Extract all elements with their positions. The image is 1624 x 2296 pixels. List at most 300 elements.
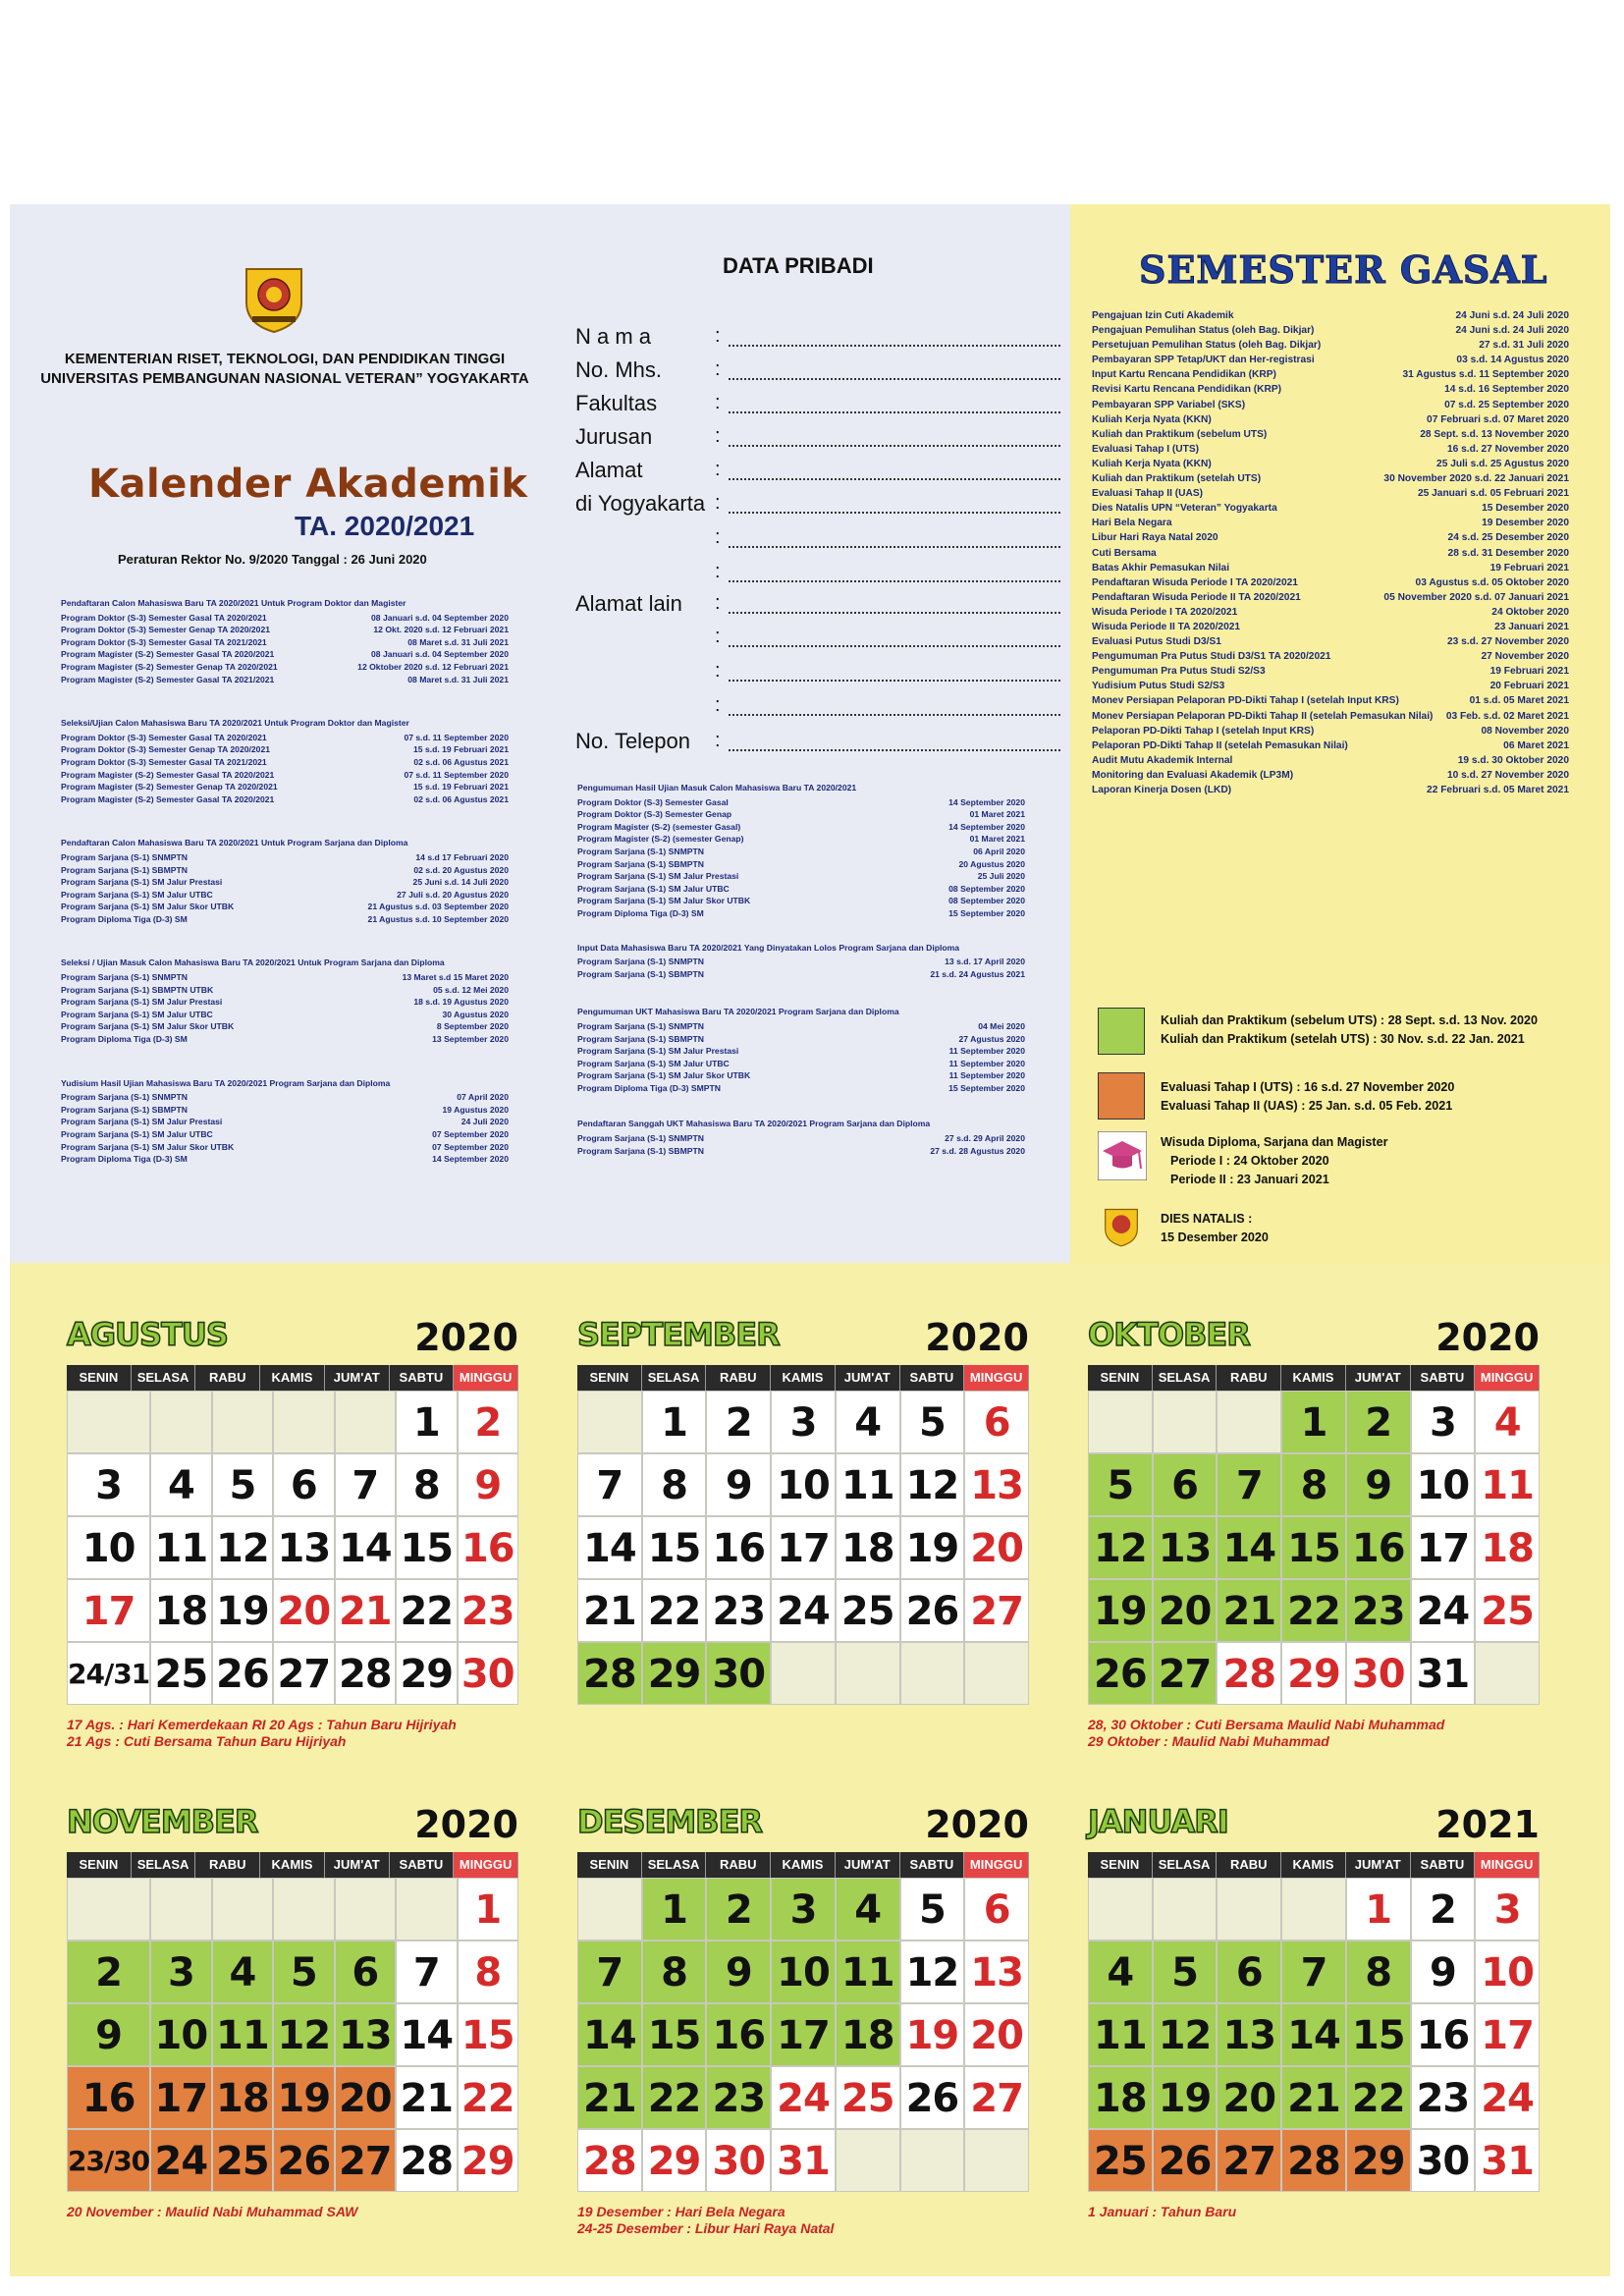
day-cell: 28 — [577, 1642, 642, 1705]
legend-wisuda-line-1: Wisuda Diploma, Sarjana dan Magister — [1161, 1135, 1388, 1149]
day-cell: 4 — [150, 1453, 211, 1516]
day-cell — [396, 1878, 457, 1941]
semester-row — [1092, 427, 1569, 442]
day-cell: 17 — [1411, 1516, 1476, 1579]
legend-green-line-2: Kuliah dan Praktikum (setelah UTS) : 30 Nov. s.d. 22 Jan. 2021 — [1161, 1032, 1525, 1046]
schedule-row — [61, 743, 509, 756]
day-cell: 16 — [1411, 2003, 1476, 2066]
form-line[interactable] — [729, 565, 1060, 582]
day-cell — [1088, 1878, 1153, 1941]
schedule-row — [577, 870, 1025, 883]
day-cell: 17 — [67, 1579, 150, 1642]
schedule-date: 04 Mei 2020 — [978, 1020, 1025, 1031]
day-cell: 6 — [964, 1391, 1029, 1453]
form-line[interactable] — [729, 734, 1060, 751]
day-cell: 20 — [335, 2066, 396, 2129]
day-cell: 17 — [150, 2066, 211, 2129]
weekday-header — [67, 1852, 518, 1878]
legend-dies-line-2: 15 Desember 2020 — [1161, 1230, 1269, 1244]
day-cell: 22 — [1281, 1579, 1346, 1642]
day-cell: 27 — [1153, 1642, 1218, 1705]
day-cell: 6 — [1153, 1453, 1218, 1516]
day-cell: 4 — [836, 1391, 900, 1453]
semester-label: Dies Natalis UPN “Veteran” Yogyakarta — [1092, 503, 1277, 515]
day-cell: 2 — [1346, 1391, 1411, 1453]
day-cell: 9 — [67, 2003, 150, 2066]
schedule-date: 08 Januari s.d. 04 September 2020 — [371, 612, 509, 623]
schedule-heading: Seleksi / Ujian Masuk Calon Mahasiswa Baru TA 2020/2021 Untuk Program Sarjana dan Diploma — [61, 957, 445, 968]
day-cell: 19 — [1088, 1579, 1153, 1642]
holiday-notes — [1088, 2204, 1236, 2220]
academic-year: TA. 2020/2021 — [295, 511, 475, 541]
month-calendar-november — [67, 1803, 518, 2274]
form-colon: : — [715, 325, 721, 347]
day-cell: 25 — [1088, 2129, 1153, 2192]
weekday-header — [577, 1365, 1029, 1391]
semester-label: Pengumuman Pra Putus Studi S2/S3 — [1092, 666, 1266, 678]
weekday-header — [577, 1852, 1029, 1878]
schedule-date: 27 s.d. 29 April 2020 — [945, 1133, 1025, 1144]
form-colon: : — [715, 526, 721, 548]
schedule-block — [61, 1077, 509, 1166]
schedule-row — [577, 1020, 1025, 1033]
day-cell: 10 — [150, 2003, 211, 2066]
holiday-note: 20 November : Maulid Nabi Muhammad SAW — [67, 2204, 358, 2219]
schedule-date: 01 Maret 2021 — [969, 809, 1025, 820]
semester-date: 03 s.d. 14 Agustus 2020 — [1456, 355, 1569, 366]
form-colon: : — [715, 626, 721, 647]
weekday-label: SABTU — [900, 1852, 965, 1878]
day-cell — [150, 1878, 211, 1941]
schedule-label: Program Sarjana (S-1) SM Jalur Prestasi — [577, 1046, 739, 1057]
weekday-label: RABU — [706, 1852, 771, 1878]
semester-row — [1092, 471, 1569, 486]
semester-date: 24 Juni s.d. 24 Juli 2020 — [1455, 325, 1569, 337]
day-cell: 14 — [1217, 1516, 1281, 1579]
day-cell — [1153, 1391, 1218, 1453]
form-line[interactable] — [729, 329, 1060, 347]
holiday-notes — [577, 2204, 834, 2237]
weekday-label: KAMIS — [260, 1365, 325, 1391]
schedule-label: Program Sarjana (S-1) SM Jalur Skor UTBK — [61, 1021, 235, 1032]
semester-date: 08 November 2020 — [1481, 725, 1569, 737]
schedule-label: Program Sarjana (S-1) SM Jalur Skor UTBK — [577, 1070, 751, 1081]
day-cell: 11 — [212, 2003, 273, 2066]
weekday-label: SABTU — [390, 1365, 455, 1391]
semester-row — [1092, 605, 1569, 620]
form-line[interactable] — [729, 664, 1060, 682]
month-calendar-september — [577, 1316, 1029, 1787]
form-line[interactable] — [729, 698, 1060, 716]
weekday-label: JUM'AT — [325, 1852, 390, 1878]
legend-orange-line-2: Evaluasi Tahap II (UAS) : 25 Jan. s.d. 05 Feb. 2021 — [1161, 1099, 1453, 1113]
semester-label: Persetujuan Pemulihan Status (oleh Bag. Dikjar) — [1092, 340, 1322, 352]
day-grid — [67, 1878, 518, 2192]
schedule-block — [577, 782, 1025, 920]
semester-label: Hari Bela Negara — [1092, 518, 1172, 529]
schedule-date: 06 April 2020 — [973, 846, 1025, 856]
day-cell — [1475, 1642, 1540, 1705]
weekday-label: MINGGU — [964, 1365, 1029, 1391]
semester-row — [1092, 738, 1569, 753]
schedule-date: 27 Juli s.d. 20 Agustus 2020 — [397, 889, 509, 900]
schedule-heading: Pengumuman UKT Mahasiswa Baru TA 2020/2021 Program Sarjana dan Diploma — [577, 1007, 899, 1017]
holiday-note: 29 Oktober : Maulid Nabi Muhammad — [1088, 1733, 1329, 1749]
day-cell: 30 — [706, 2129, 771, 2192]
schedule-date: 24 Juli 2020 — [460, 1117, 509, 1127]
day-cell — [273, 1391, 334, 1453]
month-calendar-desember — [577, 1803, 1029, 2274]
day-cell: 30 — [706, 1642, 771, 1705]
schedule-date: 02 s.d. 06 Agustus 2021 — [413, 793, 509, 804]
semester-label: Pengajuan Pemulihan Status (oleh Bag. Dikjar) — [1092, 325, 1315, 337]
weekday-label: RABU — [1217, 1365, 1281, 1391]
schedule-block — [577, 1118, 1025, 1157]
day-cell: 12 — [1153, 2003, 1218, 2066]
mid-schedule — [577, 782, 1025, 1157]
schedule-label: Program Magister (S-2) (semester Gasal) — [577, 821, 741, 832]
legend-green — [1161, 1011, 1538, 1049]
schedule-row — [61, 1020, 509, 1033]
day-cell: 28 — [1281, 2129, 1346, 2192]
day-cell — [964, 2129, 1029, 2192]
semester-date: 16 s.d. 27 November 2020 — [1446, 443, 1569, 455]
schedule-date: 27 Agustus 2020 — [958, 1033, 1025, 1044]
weekday-header — [1088, 1852, 1540, 1878]
day-cell: 8 — [458, 1941, 518, 2003]
day-cell: 1 — [396, 1391, 457, 1453]
day-cell: 27 — [964, 2066, 1029, 2129]
day-cell: 13 — [964, 1941, 1029, 2003]
schedule-label: Program Magister (S-2) Semester Genap TA 2020/2021 — [61, 661, 278, 672]
day-cell: 26 — [900, 1579, 965, 1642]
day-cell: 6 — [964, 1878, 1029, 1941]
day-cell: 26 — [900, 2066, 965, 2129]
day-cell: 10 — [67, 1516, 150, 1579]
weekday-label: SABTU — [900, 1365, 965, 1391]
day-cell: 28 — [396, 2129, 457, 2192]
schedule-row — [61, 756, 509, 769]
holiday-note: 19 Desember : Hari Bela Negara — [577, 2204, 785, 2219]
schedule-row — [61, 1104, 509, 1117]
form-colon: : — [715, 358, 721, 380]
schedule-row — [61, 732, 509, 744]
schedule-label: Program Sarjana (S-1) SM Jalur UTBC — [61, 1009, 213, 1019]
day-cell: 12 — [900, 1453, 965, 1516]
semester-row — [1092, 442, 1569, 457]
day-cell: 19 — [1153, 2066, 1218, 2129]
day-cell: 28 — [1217, 1642, 1281, 1705]
day-cell: 23 — [706, 2066, 771, 2129]
semester-label: Pengumuman Pra Putus Studi D3/S1 TA 2020/2021 — [1092, 651, 1331, 663]
holiday-notes — [1088, 1717, 1444, 1750]
semester-label: Kuliah Kerja Nyata (KKN) — [1092, 413, 1212, 425]
day-grid — [1088, 1391, 1540, 1705]
semester-label: Pembayaran SPP Variabel (SKS) — [1092, 399, 1246, 410]
semester-row — [1092, 561, 1569, 575]
schedule-date: 15 September 2020 — [948, 1082, 1025, 1093]
semester-label: Batas Akhir Pemasukan Nilai — [1092, 562, 1230, 574]
schedule-date: 19 Agustus 2020 — [442, 1104, 509, 1115]
schedule-date: 12 Oktober 2020 s.d. 12 Februari 2021 — [357, 661, 509, 672]
day-cell: 15 — [642, 1516, 707, 1579]
schedule-row — [61, 1009, 509, 1021]
day-cell: 19 — [900, 2003, 965, 2066]
schedule-label: Program Sarjana (S-1) SBMPTN — [577, 1145, 704, 1156]
form-line[interactable] — [729, 396, 1060, 413]
semester-date: 22 Februari s.d. 05 Maret 2021 — [1427, 785, 1569, 795]
holiday-note: 21 Ags : Cuti Bersama Tahun Baru Hijriyah — [67, 1733, 347, 1749]
semester-date: 25 Januari s.d. 05 Februari 2021 — [1417, 488, 1569, 500]
day-cell: 7 — [1281, 1941, 1346, 2003]
month-year: 2021 — [1435, 1803, 1540, 1846]
semester-label: Libur Hari Raya Natal 2020 — [1092, 532, 1218, 544]
semester-row — [1092, 634, 1569, 649]
schedule-label: Program Magister (S-2) Semester Gasal TA 2020/2021 — [61, 793, 275, 804]
weekday-label: MINGGU — [454, 1365, 518, 1391]
schedule-label: Program Diploma Tiga (D-3) SM — [61, 913, 188, 924]
day-cell: 18 — [212, 2066, 273, 2129]
form-line[interactable] — [729, 429, 1060, 447]
form-colon: : — [715, 492, 721, 514]
day-cell: 24 — [150, 2129, 211, 2192]
schedule-label: Program Sarjana (S-1) SBMPTN UTBK — [61, 984, 214, 995]
day-cell: 7 — [1217, 1453, 1281, 1516]
schedule-label: Program Sarjana (S-1) SBMPTN — [61, 864, 188, 875]
form-line[interactable] — [729, 496, 1060, 514]
form-line[interactable] — [729, 463, 1060, 480]
holiday-note: 28, 30 Oktober : Cuti Bersama Maulid Nabi Muhammad — [1088, 1717, 1445, 1732]
form-line[interactable] — [729, 362, 1060, 380]
weekday-label: KAMIS — [771, 1852, 836, 1878]
schedule-date: 27 s.d. 28 Agustus 2020 — [930, 1145, 1025, 1156]
schedule-row — [61, 1033, 509, 1046]
schedule-date: 18 s.d. 19 Agustus 2020 — [413, 997, 509, 1008]
day-cell — [836, 2129, 900, 2192]
schedule-row — [61, 624, 509, 636]
semester-row — [1092, 783, 1569, 797]
schedule-row — [61, 636, 509, 649]
day-cell: 5 — [212, 1453, 273, 1516]
day-cell — [67, 1391, 150, 1453]
day-cell: 20 — [1217, 2066, 1281, 2129]
semester-row — [1092, 412, 1569, 427]
semester-row — [1092, 620, 1569, 634]
schedule-row — [577, 858, 1025, 871]
day-cell: 12 — [900, 1941, 965, 2003]
semester-label: Pendaftaran Wisuda Periode I TA 2020/2021 — [1092, 576, 1298, 588]
schedule-row — [61, 1141, 509, 1154]
form-label: No. Telepon — [575, 729, 691, 753]
schedule-row — [61, 648, 509, 661]
weekday-label: SELASA — [642, 1852, 707, 1878]
day-cell: 1 — [642, 1878, 707, 1941]
day-cell: 12 — [273, 2003, 334, 2066]
day-cell: 7 — [335, 1453, 396, 1516]
day-cell: 14 — [335, 1516, 396, 1579]
month-name: OKTOBER — [1088, 1316, 1250, 1353]
day-cell: 25 — [1475, 1579, 1540, 1642]
day-cell: 1 — [1281, 1391, 1346, 1453]
schedule-date: 13 September 2020 — [432, 1034, 509, 1045]
schedule-heading: Pendaftaran Sanggah UKT Mahasiswa Baru TA 2020/2021 Program Sarjana dan Diploma — [577, 1119, 931, 1129]
semester-row — [1092, 516, 1569, 530]
form-line[interactable] — [729, 596, 1060, 614]
semester-row — [1092, 664, 1569, 679]
legend-orange-line-1: Evaluasi Tahap I (UTS) : 16 s.d. 27 November 2020 — [1161, 1080, 1455, 1094]
schedule-row — [577, 833, 1025, 846]
legend-orange — [1161, 1078, 1454, 1116]
day-cell: 20 — [964, 1516, 1029, 1579]
form-label: Alamat lain — [575, 591, 682, 616]
day-cell: 25 — [212, 2129, 273, 2192]
day-cell: 5 — [273, 1941, 334, 2003]
schedule-label: Program Magister (S-2) Semester Gasal TA 2020/2021 — [61, 769, 275, 780]
day-cell: 12 — [1088, 1516, 1153, 1579]
day-cell: 8 — [396, 1453, 457, 1516]
day-cell: 29 — [1281, 1642, 1346, 1705]
weekday-label: SELASA — [1153, 1852, 1218, 1878]
day-cell: 23/30 — [67, 2129, 150, 2192]
schedule-date: 07 September 2020 — [432, 1141, 509, 1152]
day-cell: 30 — [1346, 1642, 1411, 1705]
day-cell: 26 — [1153, 2129, 1218, 2192]
schedule-label: Program Sarjana (S-1) SBMPTN — [577, 968, 704, 979]
month-year: 2020 — [414, 1316, 518, 1359]
day-cell: 24 — [1411, 1579, 1476, 1642]
legend-orange-swatch — [1098, 1072, 1145, 1120]
day-cell: 26 — [273, 2129, 334, 2192]
schedule-date: 07 April 2020 — [457, 1092, 509, 1103]
semester-label: Kuliah dan Praktikum (sebelum UTS) — [1092, 428, 1268, 440]
day-cell: 4 — [1475, 1391, 1540, 1453]
schedule-label: Program Doktor (S-3) Semester Genap — [577, 809, 732, 820]
day-cell — [67, 1878, 150, 1941]
day-cell: 24 — [771, 1579, 836, 1642]
schedule-row — [577, 1145, 1025, 1158]
day-cell: 18 — [1475, 1516, 1540, 1579]
schedule-row — [61, 1128, 509, 1141]
schedule-row — [61, 876, 509, 889]
schedule-label: Program Sarjana (S-1) SBMPTN — [577, 858, 704, 869]
weekday-label: RABU — [195, 1852, 260, 1878]
day-cell: 9 — [1411, 1941, 1476, 2003]
semester-label: Monitoring dan Evaluasi Akademik (LP3M) — [1092, 769, 1294, 781]
day-cell — [150, 1391, 211, 1453]
day-cell: 10 — [1475, 1941, 1540, 2003]
day-cell: 8 — [1281, 1453, 1346, 1516]
form-label: Jurusan — [575, 424, 653, 449]
schedule-row — [61, 1153, 509, 1166]
day-cell: 5 — [900, 1391, 965, 1453]
day-cell: 22 — [642, 2066, 707, 2129]
schedule-label: Program Sarjana (S-1) SNMPTN — [577, 1133, 704, 1144]
schedule-row — [577, 956, 1025, 968]
weekday-label: RABU — [1217, 1852, 1281, 1878]
semester-label: Cuti Bersama — [1092, 547, 1157, 559]
institution-name — [39, 350, 530, 389]
day-cell: 5 — [1153, 1941, 1218, 2003]
day-grid — [577, 1391, 1029, 1705]
semester-label: Evaluasi Tahap I (UTS) — [1092, 443, 1200, 455]
schedule-date: 08 Januari s.d. 04 September 2020 — [371, 649, 509, 660]
page-title: Kalender Akademik — [88, 462, 528, 507]
schedule-row — [61, 913, 509, 926]
month-name: AGUSTUS — [67, 1316, 228, 1353]
schedule-date: 14 September 2020 — [948, 796, 1025, 807]
day-cell: 29 — [642, 1642, 707, 1705]
schedule-label: Program Doktor (S-3) Semester Genap TA 2020/2021 — [61, 744, 271, 755]
semester-label: Pendaftaran Wisuda Periode II TA 2020/2021 — [1092, 591, 1301, 603]
weekday-label: KAMIS — [771, 1365, 836, 1391]
schedule-date: 12 Okt. 2020 s.d. 12 Februari 2021 — [373, 625, 509, 635]
semester-label: Input Kartu Rencana Pendidikan (KRP) — [1092, 369, 1276, 381]
legend-wisuda-line-3: Periode II : 23 Januari 2021 — [1170, 1173, 1329, 1186]
semester-date: 25 Juli s.d. 25 Agustus 2020 — [1436, 458, 1569, 469]
semester-date: 07 s.d. 25 September 2020 — [1444, 399, 1569, 410]
day-cell: 4 — [836, 1878, 900, 1941]
schedule-block — [61, 837, 509, 925]
schedule-row — [61, 851, 509, 864]
schedule-date: 21 Agustus s.d. 10 September 2020 — [367, 913, 509, 924]
semester-date: 27 November 2020 — [1481, 651, 1569, 663]
schedule-date: 14 September 2020 — [948, 821, 1025, 832]
form-line[interactable] — [729, 629, 1060, 647]
day-cell: 9 — [706, 1941, 771, 2003]
semester-date: 19 Desember 2020 — [1482, 518, 1569, 529]
legend-wisuda-line-2: Periode I : 24 Oktober 2020 — [1170, 1154, 1329, 1168]
day-cell: 14 — [1281, 2003, 1346, 2066]
month-calendar-oktober — [1088, 1316, 1540, 1787]
form-line[interactable] — [729, 530, 1060, 548]
schedule-date: 13 s.d. 17 April 2020 — [945, 957, 1025, 967]
day-cell: 30 — [1411, 2129, 1476, 2192]
semester-date: 19 s.d. 30 Oktober 2020 — [1457, 754, 1569, 766]
day-cell: 24/31 — [67, 1642, 150, 1705]
schedule-date: 11 September 2020 — [948, 1058, 1025, 1068]
semester-list — [1092, 308, 1569, 797]
day-cell: 15 — [458, 2003, 518, 2066]
schedule-label: Program Diploma Tiga (D-3) SM — [61, 1154, 188, 1165]
day-cell: 20 — [1153, 1579, 1218, 1642]
day-cell: 28 — [577, 2129, 642, 2192]
day-cell: 5 — [900, 1878, 965, 1941]
schedule-row — [61, 1116, 509, 1128]
schedule-label: Program Magister (S-2) Semester Gasal TA 2021/2021 — [61, 674, 275, 684]
day-cell — [900, 1642, 965, 1705]
weekday-label: JUM'AT — [325, 1365, 390, 1391]
schedule-row — [577, 808, 1025, 821]
holiday-note: 17 Ags. : Hari Kemerdekaan RI 20 Ags : Tahun Baru Hijriyah — [67, 1717, 457, 1732]
day-cell: 1 — [1346, 1878, 1411, 1941]
weekday-label: SABTU — [390, 1852, 455, 1878]
semester-date: 24 s.d. 25 Desember 2020 — [1447, 532, 1569, 544]
semester-date: 24 Oktober 2020 — [1491, 606, 1569, 618]
schedule-date: 08 September 2020 — [948, 883, 1025, 894]
day-cell: 13 — [1153, 1516, 1218, 1579]
schedule-heading: Yudisium Hasil Ujian Mahasiswa Baru TA 2020/2021 Program Sarjana dan Diploma — [61, 1077, 391, 1088]
day-cell: 3 — [771, 1878, 836, 1941]
weekday-label: SELASA — [132, 1365, 196, 1391]
semester-date: 03 Agustus s.d. 05 Oktober 2020 — [1415, 576, 1569, 588]
semester-label: Pembayaran SPP Tetap/UKT dan Her-registrasi — [1092, 355, 1315, 366]
day-cell: 14 — [577, 2003, 642, 2066]
month-calendar-agustus — [67, 1316, 518, 1787]
schedule-date: 14 September 2020 — [432, 1154, 509, 1165]
day-cell: 8 — [642, 1941, 707, 2003]
semester-date: 01 s.d. 05 Maret 2021 — [1469, 695, 1569, 707]
semester-date: 14 s.d. 16 September 2020 — [1444, 384, 1569, 396]
